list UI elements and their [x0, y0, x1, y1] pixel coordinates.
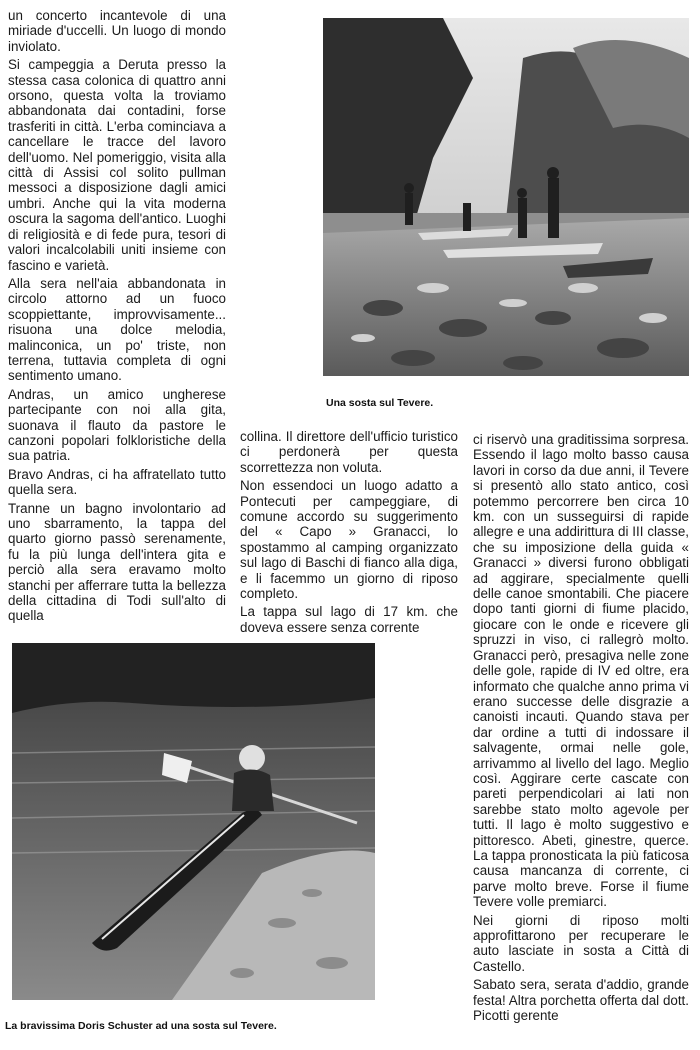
photo-river-stop: [323, 18, 689, 376]
article-column-right: [473, 432, 689, 1026]
photo-river-stop-image: [323, 18, 689, 376]
paragraph: Andras, un amico ungherese partecipante con noi alla gita, suonava il flauto da pastore le canzoni popolari folkloristiche della sua patria.: [8, 386, 226, 464]
article-column-left: [8, 8, 226, 627]
paragraph: Si campeggia a Deruta presso la stessa casa colonica di quattro anni orsono, questa volta la troviamo abbandonata dai contadini, forse trasferiti in città. L'erba cominciava a cancellare le tracce del lavoro dell'uomo. Nel pomeriggio, visita alla città di Assisi col solito pullman messoci a disposizione dagli amici umbri. Anche qui la vita moderna oscura la sagoma dell'antico. Luoghi di religiosità e di fede pura, tesori di valori incalcolabili uniti insieme con fascino e varietà.: [8, 57, 226, 273]
photo-caption: La bravissima Doris Schuster ad una sosta sul Tevere.: [5, 1020, 277, 1032]
photo-kayak-image: [12, 643, 375, 1000]
article-column-middle: [240, 429, 458, 638]
paragraph: La tappa sul lago di 17 km. che doveva essere senza corrente: [240, 604, 458, 635]
paragraph: Bravo Andras, ci ha affratellato tutto quella sera.: [8, 466, 226, 498]
paragraph: Sabato sera, serata d'addio, grande festa! Altra porchetta offerta dal dott. Picotti gerente: [473, 977, 689, 1024]
photo-kayak: [12, 643, 375, 1000]
paragraph: collina. Il direttore dell'ufficio turistico ci perdonerà per questa scorrettezza non voluta.: [240, 429, 458, 475]
paragraph: Nei giorni di riposo molti approfittarono per recuperare le auto lasciate in sosta a Città di Castello.: [473, 912, 689, 974]
paragraph: Non essendoci un luogo adatto a Pontecuti per campeggiare, di comune accordo su suggerimento del « Capo » Granacci, lo spostammo al camping organizzato sul lago di Baschi di fianco alla diga, e li facemmo un giorno di riposo completo.: [240, 478, 458, 602]
paragraph: ci riservò una graditissima sorpresa. Essendo il lago molto basso causa lavori in corso da due anni, il Tevere si presentò allo stato antico, così potemmo percorrere ben circa 10 km. con un susseguirsi di rapide allegre e una addirittura di III classe, che su imposizione della guida « Granacci » diversi furono obbligati ad aggirare, specialmente quelli delle canoe smontabili. Che piacere dopo tanti giorni di fiume placido, giocare con le onde e ricevere gli spruzzi in viso, ci rallegrò molto. Granacci però, presagiva nelle zone delle gole, rapide di IV ed oltre, era informato che qualche anno prima vi erano successe delle disgrazie a canoisti incauti. Quando stava per dar ordine a tutti di indossare il salvagente, ormai nelle gole, arrivammo al livello del lago. Meglio così. Aggirare certe cascate con pareti perpendicolari ai lati non sarebbe stato molto agevole per tutti. Il lago è molto suggestivo e pittoresco. Abeti, ginestre, querce. La tappa pronosticata la più faticosa causa mancanza di corrente, ci parve molto breve. Forse il fiume Tevere volle premiarci.: [473, 432, 689, 910]
paragraph: Tranne un bagno involontario ad uno sbarramento, la tappa del quarto giorno passò serenamente, fu la più lunga dell'intera gita e perciò alla sera eravamo molto stanchi per afferrare tutta la bellezza della cittadina di Todi sull'alto di quella: [8, 500, 226, 624]
photo-caption: Una sosta sul Tevere.: [326, 397, 434, 409]
paragraph: un concerto incantevole di una miriade d'uccelli. Un luogo di mondo inviolato.: [8, 8, 226, 54]
paragraph: Alla sera nell'aia abbandonata in circolo attorno ad un fuoco scoppiettante, improvvisamente... risuona una dolce melodia, malinconica, un po' triste, non terrena, tuttavia completa di ogni sentimento umano.: [8, 275, 226, 384]
